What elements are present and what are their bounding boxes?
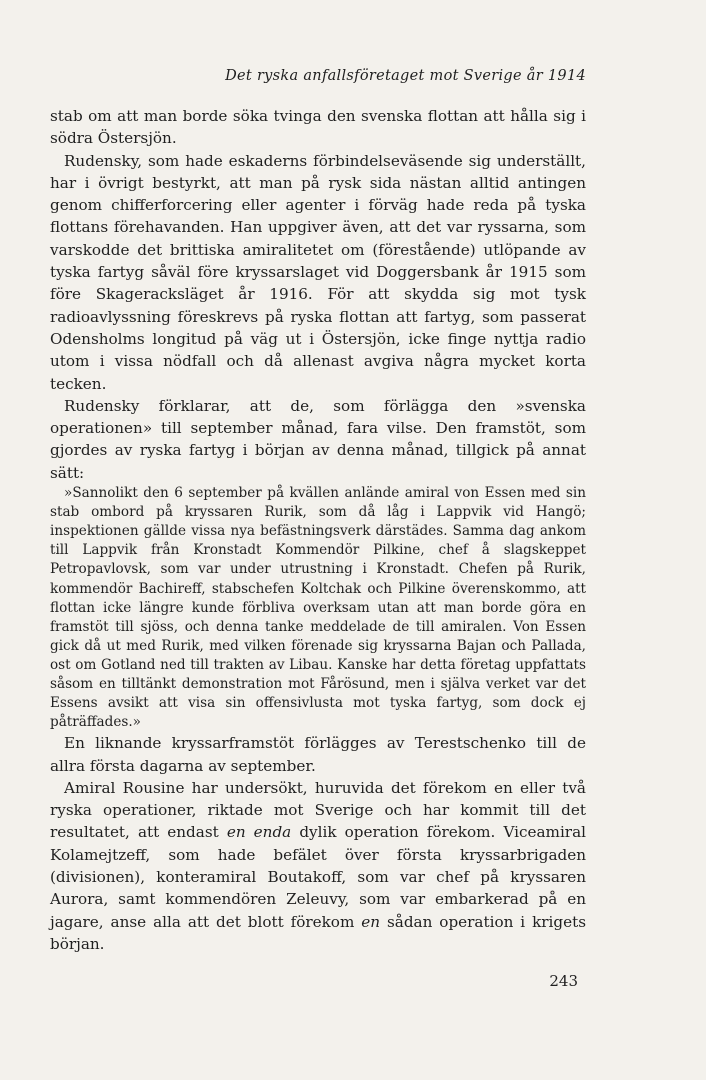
- paragraph-5-part-b: dylik operation förekom. Viceamiral Kolamejtzeff, som hade befälet över första kryssarbrigaden (divisionen), konteramiral Boutakoff, som var chef på kryssaren Aurora, samt kommendören Zeleuvy, som var embarkerad på en jagare, anse alla att det blott förekom: [50, 823, 586, 931]
- paragraph-5-part-a: Amiral Rousine har undersökt, huruvida det förekom en eller två ryska operationer, riktade mot Sverige och har kommit till det resultatet, att endast: [50, 778, 586, 842]
- page-number: 243: [549, 972, 578, 990]
- paragraph-3: Rudensky förklarar, att de, som förlägga den »svenska operationen» till september månad, fara vilse. Den framstöt, som gjordes av ryska fartyg i början av denna månad, tillgick på annat sätt:: [50, 396, 586, 482]
- body-text: [50, 105, 586, 955]
- paragraph-2: Rudensky, som hade eskaderns förbindelseväsende sig underställt, har i övrigt bestyrkt, att man på rysk sida nästan alltid antingen genom chifferforcering eller agenter i förväg hade reda på tyska flottans förehavanden. Han uppgiver även, att det var ryssarna, som varskodde det brittiska amiralitetet om (förestående) utlöpande av tyska fartyg såväl före kryssarslaget vid Doggersbank år 1915 som före Skageracksläget år 1916. För att skydda sig mot tysk radioavlyssning föreskrevs på ryska flottan att fartyg, som passerat Odensholms longitud på väg ut i Östersjön, icke finge nyttja radio utom i vissa nödfall och då allenast avgiva några mycket korta tecken.: [50, 151, 586, 393]
- running-head: Det ryska anfallsföretaget mot Sverige år 1914: [225, 68, 586, 84]
- paragraph-5-part-c: sådan operation i krigets början.: [50, 912, 586, 953]
- paragraph-4: En liknande kryssarframstöt förlägges av Terestschenko till de allra första dagarna av september.: [50, 734, 586, 775]
- emphasis-en-enda: en enda: [226, 823, 292, 842]
- block-quote: »Sannolikt den 6 september på kvällen anlände amiral von Essen med sin stab ombord på kryssaren Rurik, som då låg i Lappvik vid Hangö; inspektionen gällde vissa nya befästningsverk därstädes. Samma dag ankom till Lappvik från Kronstadt Kommendör Pilkine, chef å slagskeppet Petropavlovsk, som var under utrustning i Kronstadt. Chefen på Rurik, kommendör Bachireff, stabschefen Koltchak och Pilkine överenskommo, att flottan icke längre kunde förbliva overksam utan att man borde göra en framstöt till sjöss, och denna tanke meddelade de till amiralen. Von Essen gick då ut med Rurik, med vilken förenade sig kryssarna Bajan och Pallada, ost om Gotland ned till trakten av Libau. Kanske har detta företag uppfattats såsom en tilltänkt demonstration mot Fårösund, men i själva verket var det Essens avsikt att visa sin offensivlusta mot tyska fartyg, som dock ej påträffades.»: [50, 485, 586, 731]
- paragraph-5: [50, 777, 586, 955]
- paragraph-1: stab om att man borde söka tvinga den svenska flottan att hålla sig i södra Östersjön.: [50, 107, 586, 148]
- emphasis-en: en: [361, 912, 381, 931]
